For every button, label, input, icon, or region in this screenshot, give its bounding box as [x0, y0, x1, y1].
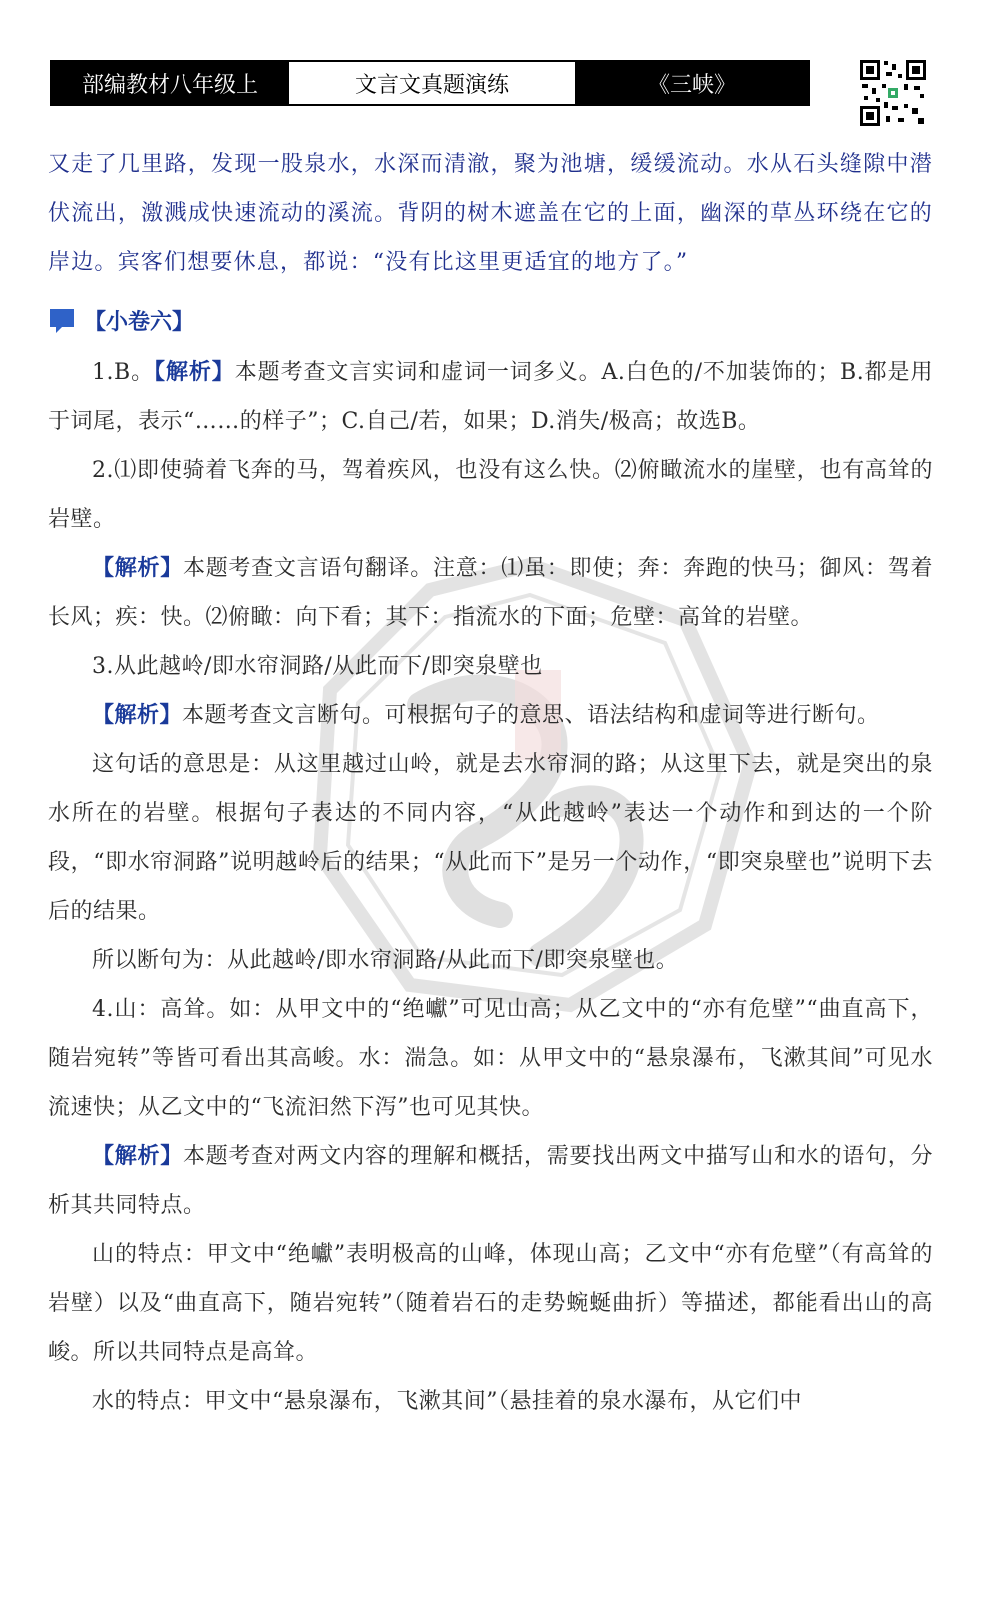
section-heading: [48, 300, 194, 340]
answer-2-analysis: [48, 544, 933, 642]
answer-4-tag: 【解析】: [92, 1143, 183, 1169]
answer-3-tag: 【解析】: [92, 702, 183, 728]
page-header: [50, 60, 810, 106]
answer-1: [48, 348, 933, 446]
header-title-label: 文言文真题演练: [288, 62, 576, 104]
answer-1-main: 1.B。: [92, 360, 155, 385]
answer-2: 2.⑴即使骑着飞奔的马，驾着疾风，也没有这么快。⑵俯瞰流水的崖壁，也有高耸的岩壁。: [48, 458, 933, 532]
answer-4-mountain: 山的特点：甲文中“绝巘”表明极高的山峰，体现山高；乙文中“亦有危壁”（有高耸的岩壁）以及“曲直高下，随岩宛转”（随着岩石的走势蜿蜒曲折）等描述，都能看出山的高峻。所以共同特点是高耸。: [48, 1242, 933, 1365]
answer-body: [48, 348, 933, 1426]
answer-1-text: 本题考查文言实词和虚词一词多义。A.白色的/不加装饰的；B.都是用于词尾，表示“……的样子”；C.自己/若，如果；D.消失/极高；故选B。: [48, 360, 933, 434]
answer-4-text: 本题考查对两文内容的理解和概括，需要找出两文中描写山和水的语句，分析其共同特点。: [48, 1144, 933, 1218]
answer-1-tag: 【解析】: [154, 359, 235, 385]
answer-3: 3.从此越岭/即水帘洞路/从此而下/即突泉壁也: [92, 654, 543, 679]
answer-3-text: 本题考查文言断句。可根据句子的意思、语法结构和虚词等进行断句。: [182, 703, 880, 728]
answer-4: 4.山：高耸。如：从甲文中的“绝巘”可见山高；从乙文中的“亦有危壁”“曲直高下，随岩宛转”等皆可看出其高峻。水：湍急。如：从甲文中的“悬泉瀑布，飞漱其间”可见水流速快；从乙文中的“飞流汩然下泻”也可见其快。: [48, 997, 933, 1120]
header-grade-label: 部编教材八年级上: [52, 62, 288, 104]
answer-4-analysis: [48, 1132, 933, 1230]
qr-code-icon[interactable]: [858, 58, 928, 128]
answer-4-water: 水的特点：甲文中“悬泉瀑布，飞漱其间”（悬挂着的泉水瀑布，从它们中: [92, 1389, 802, 1414]
answer-3-analysis: [48, 691, 933, 740]
answer-3-conclusion: 所以断句为：从此越岭/即水帘洞路/从此而下/即突泉壁也。: [92, 948, 679, 973]
section-label-text: 【小卷六】: [84, 309, 195, 335]
answer-2-text: 本题考查文言语句翻译。注意：⑴虽：即使；奔：奔跑的快马；御风：驾着长风；疾：快。⑵俯瞰：向下看；其下：指流水的下面；危壁：高耸的岩壁。: [48, 556, 933, 630]
bookmark-flag-icon: [48, 305, 78, 335]
answer-3-meaning: 这句话的意思是：从这里越过山岭，就是去水帘洞的路；从这里下去，就是突出的泉水所在的岩壁。根据句子表达的不同内容，“从此越岭”表达一个动作和到达的一个阶段，“即水帘洞路”说明越岭后的结果；“从此而下”是另一个动作，“即突泉壁也”说明下去后的结果。: [48, 752, 933, 924]
translation-paragraph: 又走了几里路，发现一股泉水，水深而清澈，聚为池塘，缓缓流动。水从石头缝隙中潜伏流出，激溅成快速流动的溪流。背阴的树木遮盖在它的上面，幽深的草丛环绕在它的岸边。宾客们想要休息，都说：“没有比这里更适宜的地方了。”: [48, 152, 933, 275]
answer-2-tag: 【解析】: [92, 555, 183, 581]
header-lesson-label: 《三峡》: [576, 62, 808, 104]
